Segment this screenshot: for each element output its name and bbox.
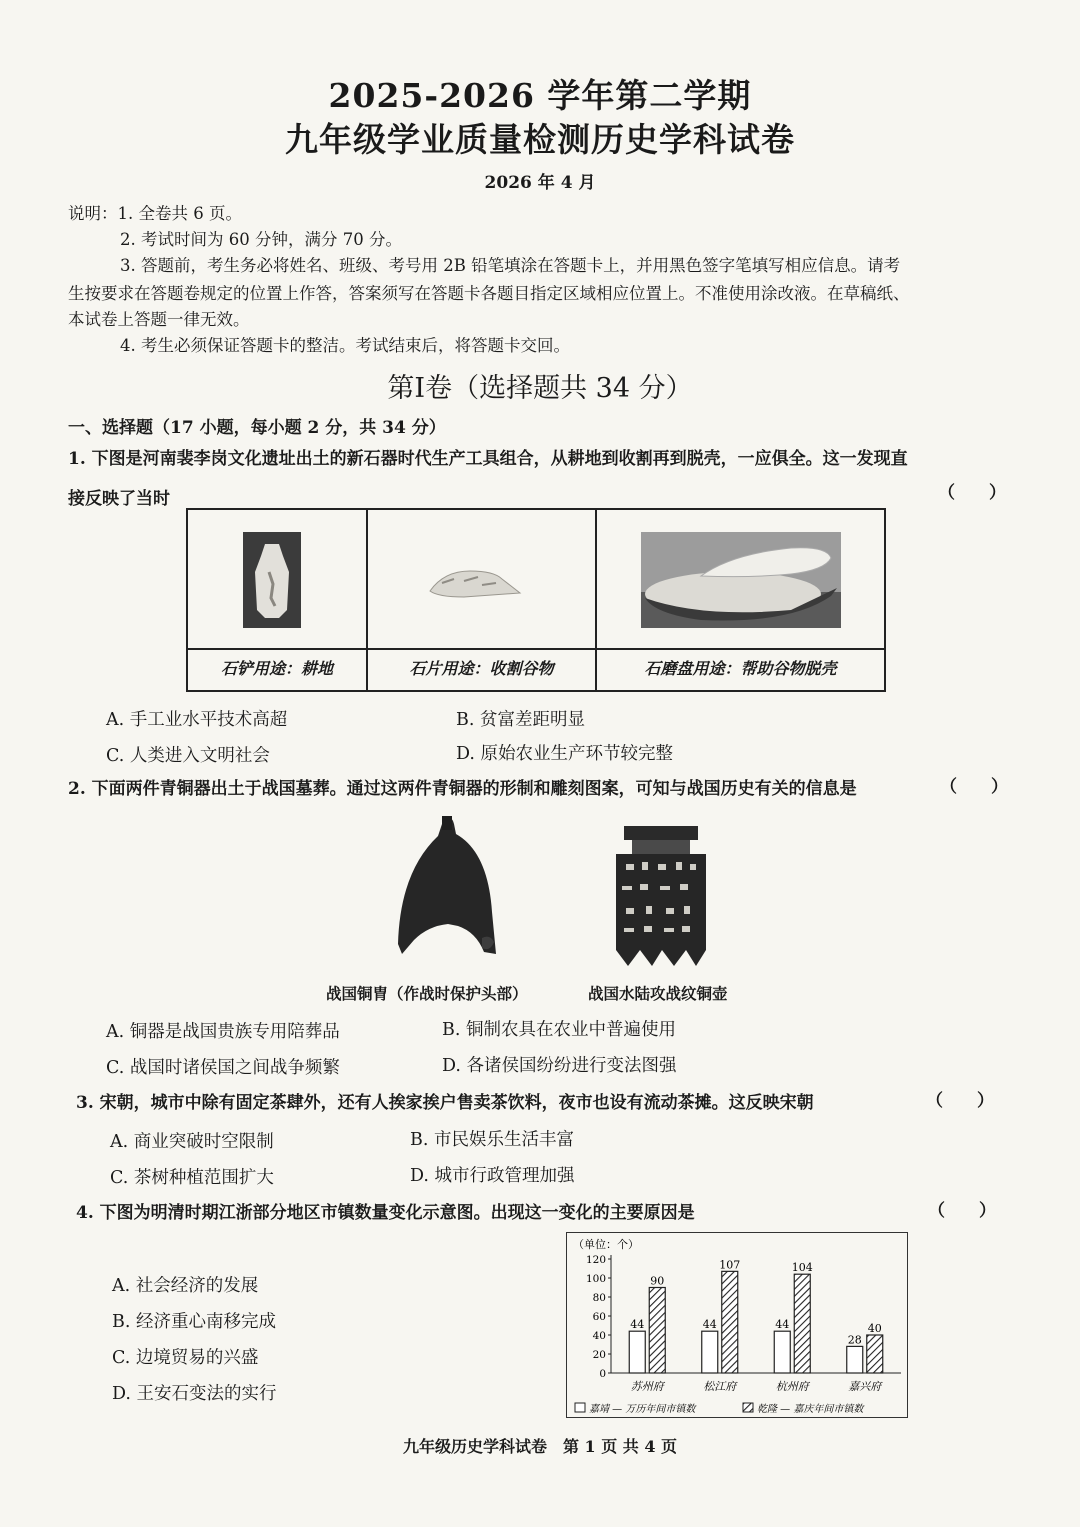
q4-option-a: A. 社会经济的发展 xyxy=(112,1276,259,1296)
chart-bar-series2 xyxy=(722,1271,738,1373)
q2-option-a: A. 铜器是战国贵族专用陪葬品 xyxy=(106,1022,340,1042)
q3-stem: 3. 宋朝，城市中除有固定茶肆外，还有人挨家挨户售卖茶饮料，夜市也设有流动茶摊。这反映宋朝 xyxy=(76,1093,814,1113)
market-town-chart xyxy=(566,1232,908,1418)
chart-bar-series1 xyxy=(702,1331,718,1373)
caption-flake: 石片用途：收割谷物 xyxy=(368,648,595,690)
tool-cell-flake xyxy=(368,510,597,690)
q3-option-d: D. 城市行政管理加强 xyxy=(410,1166,575,1186)
exam-title-line2: 九年级学业质量检测历史学科试卷 xyxy=(285,120,795,159)
q3-option-b: B. 市民娱乐生活丰富 xyxy=(410,1130,574,1150)
tool-cell-shovel xyxy=(188,510,368,690)
q1-answer-paren: （ ） xyxy=(938,483,1006,503)
legend-swatch-series1 xyxy=(575,1403,585,1412)
q4-option-c: C. 边境贸易的兴盛 xyxy=(112,1348,259,1368)
q3-option-c: C. 茶树种植范围扩大 xyxy=(110,1168,274,1188)
instructions-item3-line2: 生按要求在答题卷规定的位置上作答，答案须写在答题卡各题目指定区域相应位置上。不准使用涂改液。在草稿纸、 xyxy=(68,284,910,303)
q2-stem: 2. 下面两件青铜器出土于战国墓葬。通过这两件青铜器的形制和雕刻图案，可知与战国历史有关的信息是 xyxy=(68,779,857,799)
bronze-pot-image xyxy=(596,822,726,970)
chart-value-label-series2: 40 xyxy=(867,1322,882,1335)
chart-y-tick-label: 100 xyxy=(585,1273,606,1285)
stone-flake-image xyxy=(424,565,524,601)
market-town-chart-svg xyxy=(567,1233,907,1417)
caption-millstone: 石磨盘用途：帮助谷物脱壳 xyxy=(597,648,884,690)
caption-helmet: 战国铜胄（作战时保护头部） xyxy=(326,984,528,1003)
q1-option-d: D. 原始农业生产环节较完整 xyxy=(456,744,674,764)
q4-stem: 4. 下图为明清时期江浙部分地区市镇数量变化示意图。出现这一变化的主要原因是 xyxy=(76,1203,695,1223)
chart-value-label-series1: 28 xyxy=(847,1333,862,1347)
chart-value-label-series2: 104 xyxy=(791,1261,813,1275)
chart-bar-series2 xyxy=(649,1288,665,1374)
chart-value-label-series1: 44 xyxy=(702,1318,717,1332)
chart-y-tick-label: 80 xyxy=(592,1292,606,1304)
part-label: 一、选择题（17 小题，每小题 2 分，共 34 分） xyxy=(68,418,446,438)
stone-shovel-image xyxy=(243,532,301,628)
q1-stem-line1: 1. 下图是河南裴李岗文化遗址出土的新石器时代生产工具组合，从耕地到收割再到脱壳，一应俱全。这一发现直 xyxy=(68,449,908,469)
instructions-item3-line1: 3. 答题前，考生务必将姓名、班级、考号用 2B 铅笔填涂在答题卡上，并用黑色签字笔填写相应信息。请考 xyxy=(120,256,901,275)
chart-category-label: 杭州府 xyxy=(775,1380,809,1393)
q1-option-c: C. 人类进入文明社会 xyxy=(106,746,270,766)
q3-option-a: A. 商业突破时空限制 xyxy=(110,1132,274,1152)
exam-title-line1: 2025-2026 学年第二学期 xyxy=(328,76,752,115)
q2-option-d: D. 各诸侯国纷纷进行变法图强 xyxy=(442,1056,677,1076)
q4-option-b: B. 经济重心南移完成 xyxy=(112,1312,276,1332)
section-title: 第Ⅰ卷（选择题共 34 分） xyxy=(387,373,693,404)
exam-date: 2026 年 4 月 xyxy=(484,173,596,193)
chart-category-label: 苏州府 xyxy=(630,1380,664,1393)
legend-swatch-series2 xyxy=(743,1403,753,1412)
tool-cell-millstone xyxy=(597,510,884,690)
page-footer: 九年级历史学科试卷 第 1 页 共 4 页 xyxy=(402,1437,678,1456)
chart-y-tick-label: 20 xyxy=(592,1349,606,1361)
chart-category-label: 松江府 xyxy=(703,1380,737,1393)
chart-y-tick-label: 40 xyxy=(592,1330,606,1342)
q4-option-d: D. 王安石变法的实行 xyxy=(112,1384,277,1404)
chart-bar-series2 xyxy=(867,1335,883,1373)
q4-answer-paren: （ ） xyxy=(928,1201,996,1221)
chart-bar-series2 xyxy=(794,1274,810,1373)
chart-value-label-series2: 90 xyxy=(650,1274,665,1288)
chart-unit-label: （单位：个） xyxy=(573,1238,639,1251)
instructions-item3-line3: 本试卷上答题一律无效。 xyxy=(68,310,250,329)
chart-value-label-series2: 107 xyxy=(719,1258,741,1272)
caption-shovel: 石铲用途：耕地 xyxy=(188,648,366,690)
q1-option-a: A. 手工业水平技术高超 xyxy=(106,710,288,730)
instructions-item1: 说明：1. 全卷共 6 页。 xyxy=(68,204,242,223)
chart-bar-series1 xyxy=(847,1346,863,1373)
q1-stem-line2: 接反映了当时 xyxy=(68,489,170,509)
legend-label-series2: 乾隆 — 嘉庆年间市镇数 xyxy=(757,1404,864,1415)
q2-answer-paren: （ ） xyxy=(940,777,1008,797)
q3-answer-paren: （ ） xyxy=(926,1091,994,1111)
chart-y-tick-label: 60 xyxy=(592,1311,606,1323)
chart-value-label-series1: 44 xyxy=(775,1318,790,1332)
instructions-label: 说明： xyxy=(68,204,118,223)
bronze-helmet-image xyxy=(388,812,508,962)
legend-label-series1: 嘉靖 — 万历年间市镇数 xyxy=(589,1404,696,1415)
q2-option-c: C. 战国时诸侯国之间战争频繁 xyxy=(106,1058,340,1078)
stone-millstone-image xyxy=(641,532,841,628)
instructions-item2: 2. 考试时间为 60 分钟，满分 70 分。 xyxy=(120,230,402,249)
chart-y-tick-label: 0 xyxy=(599,1368,606,1380)
q1-tools-table xyxy=(186,508,886,692)
chart-bar-series1 xyxy=(629,1331,645,1373)
instructions-item4: 4. 考生必须保证答题卡的整洁。考试结束后，将答题卡交回。 xyxy=(120,336,570,355)
chart-y-tick-label: 120 xyxy=(585,1254,606,1266)
chart-bar-series1 xyxy=(774,1331,790,1373)
q2-option-b: B. 铜制农具在农业中普遍使用 xyxy=(442,1020,676,1040)
caption-pot: 战国水陆攻战纹铜壶 xyxy=(588,984,728,1003)
chart-category-label: 嘉兴府 xyxy=(848,1380,882,1393)
q1-option-b: B. 贫富差距明显 xyxy=(456,710,585,730)
chart-value-label-series1: 44 xyxy=(630,1318,645,1332)
